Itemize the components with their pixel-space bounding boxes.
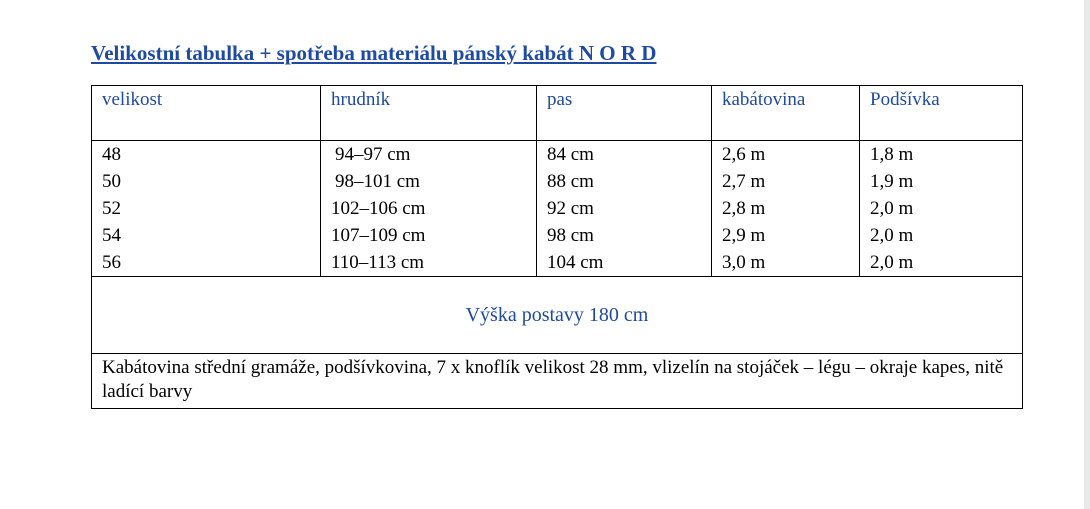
- cell-lining: 2,0 m: [860, 195, 1023, 222]
- cell-size: 50: [92, 168, 321, 195]
- table-row: [92, 249, 1023, 277]
- cell-chest: 110–113 cm: [321, 249, 537, 277]
- cell-lining: 2,0 m: [860, 222, 1023, 249]
- header-waist: pas: [537, 86, 712, 141]
- document-title: Velikostní tabulka + spotřeba materiálu pánský kabát N O R D: [91, 41, 657, 65]
- cell-lining: 1,9 m: [860, 168, 1023, 195]
- header-size: velikost: [92, 86, 321, 141]
- height-note: Výška postavy 180 cm: [92, 277, 1023, 354]
- cell-lining: 1,8 m: [860, 141, 1023, 169]
- height-note-row: [92, 277, 1023, 354]
- cell-waist: 88 cm: [537, 168, 712, 195]
- header-coat-fabric: kabátovina: [712, 86, 860, 141]
- materials-note-row: [92, 354, 1023, 409]
- page-edge: [1084, 0, 1090, 509]
- cell-coat-fabric: 2,9 m: [712, 222, 860, 249]
- table-row: [92, 222, 1023, 249]
- cell-size: 56: [92, 249, 321, 277]
- cell-waist: 92 cm: [537, 195, 712, 222]
- cell-lining: 2,0 m: [860, 249, 1023, 277]
- cell-coat-fabric: 3,0 m: [712, 249, 860, 277]
- table-header-row: [92, 86, 1023, 141]
- cell-waist: 98 cm: [537, 222, 712, 249]
- cell-chest: 98–101 cm: [321, 168, 537, 195]
- cell-coat-fabric: 2,8 m: [712, 195, 860, 222]
- cell-coat-fabric: 2,7 m: [712, 168, 860, 195]
- cell-chest: 102–106 cm: [321, 195, 537, 222]
- cell-coat-fabric: 2,6 m: [712, 141, 860, 169]
- cell-waist: 84 cm: [537, 141, 712, 169]
- size-table: [91, 85, 1023, 409]
- table-row: [92, 141, 1023, 169]
- table-row: [92, 195, 1023, 222]
- header-lining: Podšívka: [860, 86, 1023, 141]
- table-row: [92, 168, 1023, 195]
- cell-size: 52: [92, 195, 321, 222]
- cell-waist: 104 cm: [537, 249, 712, 277]
- cell-chest: 107–109 cm: [321, 222, 537, 249]
- materials-note: Kabátovina střední gramáže, podšívkovina, 7 x knoflík velikost 28 mm, vlizelín na stojáček – légu – okraje kapes, nitě ladící barvy: [92, 354, 1023, 409]
- cell-chest: 94–97 cm: [321, 141, 537, 169]
- cell-size: 54: [92, 222, 321, 249]
- cell-size: 48: [92, 141, 321, 169]
- header-chest: hrudník: [321, 86, 537, 141]
